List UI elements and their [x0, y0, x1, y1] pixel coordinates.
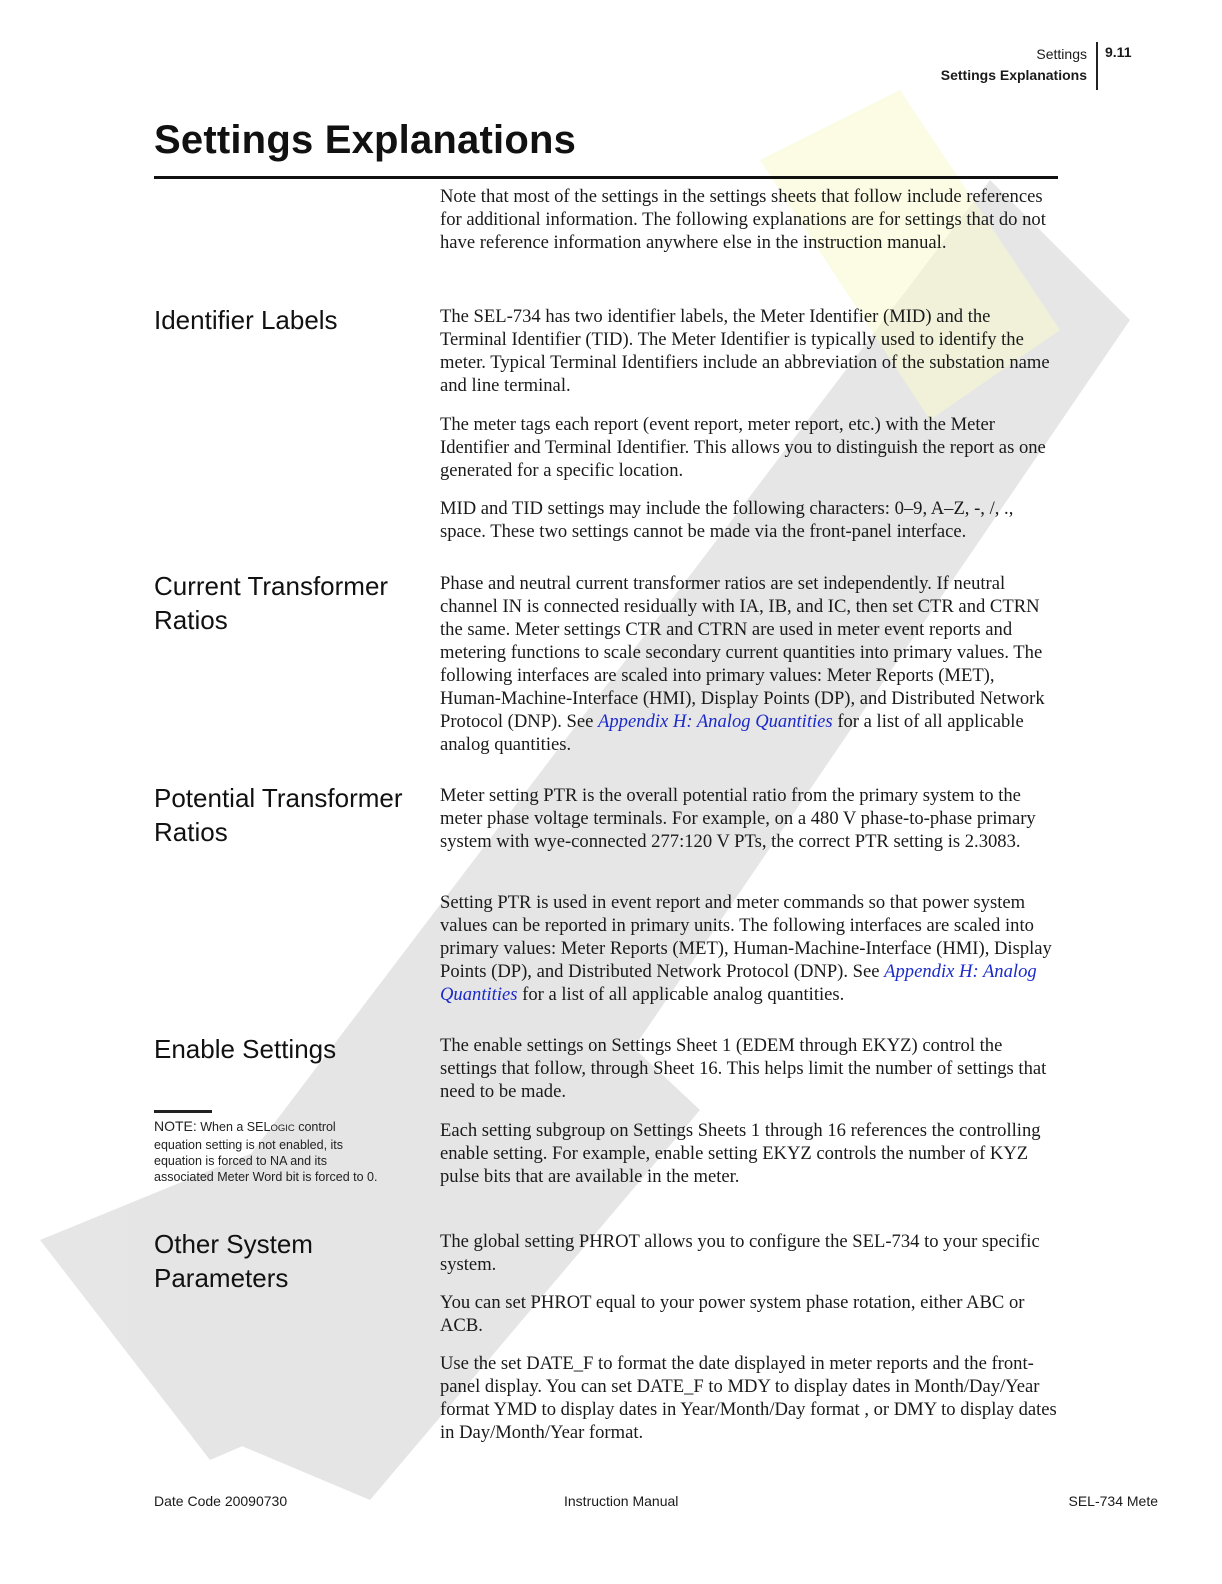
- ct-text-before: Phase and neutral current transformer ratios are set independently. If neutral channel IN is connected residually with IA, IB, and IC, then set CTR and CTRN the same. Meter settings CTR and CTRN are used in meter event reports and metering functions to scale secondary current quantities into primary values. The following interfaces are scaled into primary values: Meter Reports (MET), Human-Machine-Interface (HMI), Display Points (DP), and Distributed Network Protocol (DNP). See: [440, 573, 1045, 732]
- note-text-smallcaps: OGIC: [270, 1123, 295, 1134]
- footer-manual: Instruction Manual: [564, 1493, 679, 1509]
- pt-text-after: for a list of all applicable analog quantities.: [517, 984, 845, 1005]
- note-text-b: control equation setting is not enabled, its equation is forced to NA and its associated Meter Word bit is forced to 0.: [154, 1120, 378, 1184]
- page-number: 9.11: [1105, 44, 1132, 60]
- note-rule: [154, 1110, 212, 1113]
- heading-pt-ratios: [154, 781, 414, 849]
- appendix-h-link[interactable]: Appendix H: Analog Quantities: [598, 711, 833, 732]
- pt-ratios-p2: [440, 891, 1058, 1006]
- heading-other-line1: Other System: [154, 1229, 313, 1259]
- heading-other-line2: Parameters: [154, 1263, 289, 1293]
- pt-ratios-p1: Meter setting PTR is the overall potential ratio from the primary system to the meter phase voltage terminals. For example, on a 480 V phase-to-phase primary system with wye-connected 277:120 V PTs, the correct PTR setting is 2.3083.: [440, 785, 1036, 852]
- running-header: [941, 44, 1087, 86]
- header-divider: [1096, 42, 1098, 90]
- note-text-a: When a SEL: [196, 1120, 271, 1134]
- enable-settings-p2: Each setting subgroup on Settings Sheets 1 through 16 references the controlling enable setting. For example, enable setting EKYZ controls the number of KYZ pulse bits that are available in the meter.: [440, 1120, 1041, 1187]
- heading-ct-line1: Current Transformer: [154, 571, 389, 601]
- identifier-labels-p3: MID and TID settings may include the following characters: 0–9, A–Z, -, /, ., space. These two settings cannot be made via the front-panel interface.: [440, 498, 1014, 542]
- heading-pt-line1: Potential Transformer: [154, 783, 403, 813]
- other-params-p3: Use the set DATE_F to format the date displayed in meter reports and the front-panel display. You can set DATE_F to MDY to display dates in Month/Day/Year format YMD to display dates in Year/Month/Day format , or DMY to display dates in Day/Month/Year format.: [440, 1353, 1057, 1443]
- footer-date-code: Date Code 20090730: [154, 1493, 288, 1509]
- enable-settings-p1: The enable settings on Settings Sheet 1 (EDEM through EKYZ) control the settings that follow, through Sheet 16. This helps limit the number of settings that need to be made.: [440, 1035, 1047, 1102]
- note-label: NOTE:: [154, 1118, 197, 1134]
- heading-ct-ratios: [154, 569, 414, 637]
- other-params-p2: You can set PHROT equal to your power system phase rotation, either ABC or ACB.: [440, 1292, 1025, 1336]
- ct-text-after: for a list of all applicable analog quantities.: [440, 711, 1024, 755]
- sidebar-note: [154, 1118, 384, 1185]
- header-subsection: Settings Explanations: [940, 67, 1087, 83]
- ct-ratios-p1: [440, 572, 1058, 756]
- heading-identifier-labels: Identifier Labels: [154, 305, 338, 335]
- header-section: Settings: [1036, 46, 1087, 62]
- heading-pt-line2: Ratios: [154, 817, 228, 847]
- heading-ct-line2: Ratios: [154, 605, 228, 635]
- heading-other-params: [154, 1227, 414, 1295]
- other-params-p1: The global setting PHROT allows you to configure the SEL-734 to your specific system.: [440, 1231, 1040, 1275]
- title-rule: [154, 176, 1058, 179]
- heading-enable-settings: Enable Settings: [154, 1034, 337, 1064]
- identifier-labels-p2: The meter tags each report (event report, meter report, etc.) with the Meter Identifier and Terminal Identifier. This allows you to distinguish the report as one generated for a specific location.: [440, 414, 1046, 481]
- appendix-h-link[interactable]: Appendix H: Analog Quantities: [440, 961, 1037, 1005]
- pt-text-before: Setting PTR is used in event report and meter commands so that power system values can be reported in primary units. The following interfaces are scaled into primary values: Meter Reports (MET), Human-Machine-Interface (HMI), Display Points (DP), and Distributed Network Protocol (DNP). See: [440, 892, 1052, 982]
- footer-product: SEL-734 Mete: [1068, 1493, 1158, 1509]
- intro-paragraph: Note that most of the settings in the settings sheets that follow include references for additional information. The following explanations are for settings that do not have reference information anywhere else in the instruction manual.: [440, 186, 1046, 253]
- page-title: Settings Explanations: [154, 118, 577, 162]
- identifier-labels-p1: The SEL-734 has two identifier labels, the Meter Identifier (MID) and the Terminal Identifier (TID). The Meter Identifier is typically used to identify the meter. Typical Terminal Identifiers include an abbreviation of the substation name and line terminal.: [440, 306, 1050, 396]
